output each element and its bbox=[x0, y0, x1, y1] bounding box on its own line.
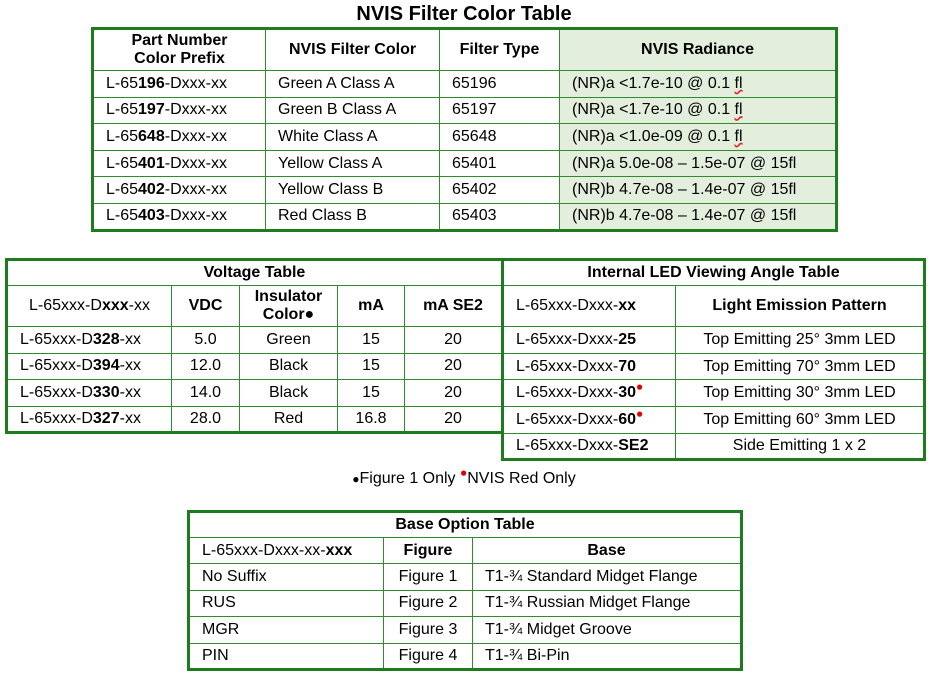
part-code: xxx bbox=[325, 541, 353, 559]
table-caption-row bbox=[7, 260, 503, 286]
radiance-cell bbox=[560, 203, 837, 230]
table-header-row bbox=[7, 286, 503, 327]
part-post: -Dxxx-xx bbox=[164, 154, 227, 172]
table-row bbox=[93, 71, 837, 98]
radiance-cell bbox=[560, 124, 837, 151]
table-row bbox=[503, 380, 925, 407]
red-dot-icon: ● bbox=[460, 465, 468, 480]
part-post: -xx bbox=[119, 409, 141, 427]
part-number-cell bbox=[7, 327, 172, 354]
part-pre: L-65xxx-Dxxx- bbox=[516, 330, 619, 348]
part-number-cell bbox=[93, 124, 266, 151]
part-post: -Dxxx-xx bbox=[164, 74, 227, 92]
footnote bbox=[0, 465, 928, 489]
header-light-emission-pattern: Light Emission Pattern bbox=[676, 286, 925, 327]
radiance-unit: fl bbox=[734, 101, 743, 119]
part-number-cell bbox=[503, 407, 676, 434]
table-row bbox=[93, 97, 837, 124]
red-dot-icon: ● bbox=[636, 379, 644, 394]
table-row bbox=[7, 353, 503, 380]
table-row bbox=[189, 564, 742, 590]
part-number-cell bbox=[93, 203, 266, 230]
table-row bbox=[7, 406, 503, 433]
table-row bbox=[93, 203, 837, 230]
figure-cell: Figure 4 bbox=[384, 643, 473, 669]
header-part-number bbox=[503, 286, 676, 327]
part-pre: L-65xxx-D bbox=[29, 297, 102, 314]
part-pre: L-65xxx-Dxxx- bbox=[516, 437, 619, 455]
part-code: xxx bbox=[101, 297, 129, 314]
part-number-cell bbox=[93, 150, 266, 177]
part-number-cell bbox=[503, 433, 676, 460]
insulator-color-cell: Black bbox=[240, 353, 338, 380]
radiance-cell bbox=[560, 150, 837, 177]
filter-type-cell: 65403 bbox=[440, 203, 560, 230]
filter-color-cell: Yellow Class B bbox=[266, 177, 440, 204]
header-ma: mA bbox=[338, 286, 405, 327]
led-table-caption: Internal LED Viewing Angle Table bbox=[503, 260, 925, 286]
part-pre: L-65xxx-D bbox=[20, 330, 93, 348]
footnote-nvis-red: NVIS Red Only bbox=[467, 470, 576, 487]
figure-cell: Figure 2 bbox=[384, 590, 473, 616]
part-code: 196 bbox=[138, 74, 165, 92]
part-code: 197 bbox=[138, 101, 165, 119]
emission-pattern-cell: Top Emitting 70° 3mm LED bbox=[676, 353, 925, 380]
filter-color-cell: Green A Class A bbox=[266, 71, 440, 98]
part-pre: L-65xxx-Dxxx- bbox=[516, 357, 619, 375]
suffix-cell: PIN bbox=[189, 643, 384, 669]
figure-cell: Figure 3 bbox=[384, 617, 473, 643]
header-insulator-line1: Insulator bbox=[254, 288, 323, 305]
table-row bbox=[503, 353, 925, 380]
part-pre: L-65xxx-Dxxx- bbox=[516, 410, 619, 428]
table-row bbox=[93, 150, 837, 177]
ma-se2-cell: 20 bbox=[405, 327, 503, 354]
ma-cell: 15 bbox=[338, 380, 405, 407]
suffix-cell: MGR bbox=[189, 617, 384, 643]
base-cell: T1-¾ Standard Midget Flange bbox=[473, 564, 742, 590]
table-row bbox=[503, 407, 925, 434]
vdc-cell: 5.0 bbox=[172, 327, 240, 354]
ma-cell: 15 bbox=[338, 353, 405, 380]
radiance-cell bbox=[560, 97, 837, 124]
red-dot-icon: ● bbox=[636, 406, 644, 421]
table-row bbox=[189, 590, 742, 616]
part-code: SE2 bbox=[618, 437, 649, 455]
suffix-cell: No Suffix bbox=[189, 564, 384, 590]
part-code: 60 bbox=[618, 410, 637, 428]
vdc-cell: 12.0 bbox=[172, 353, 240, 380]
part-number-cell bbox=[503, 327, 676, 354]
vdc-cell: 14.0 bbox=[172, 380, 240, 407]
header-insulator-color bbox=[240, 286, 338, 327]
part-post: -Dxxx-xx bbox=[164, 207, 227, 225]
table-header-row bbox=[189, 538, 742, 564]
part-pre: L-65 bbox=[106, 127, 139, 145]
part-code: 330 bbox=[92, 383, 120, 401]
figure-cell: Figure 1 bbox=[384, 564, 473, 590]
filter-type-cell: 65401 bbox=[440, 150, 560, 177]
part-pre: L-65xxx-Dxxx-xx- bbox=[202, 541, 326, 559]
voltage-table bbox=[5, 258, 504, 434]
header-part-number bbox=[93, 29, 266, 71]
part-number-cell bbox=[503, 353, 676, 380]
part-code: 403 bbox=[138, 207, 165, 225]
header-figure: Figure bbox=[384, 538, 473, 564]
ma-cell: 16.8 bbox=[338, 406, 405, 433]
header-filter-color: NVIS Filter Color bbox=[266, 29, 440, 71]
part-post: -Dxxx-xx bbox=[164, 101, 227, 119]
part-pre: L-65xxx-D bbox=[20, 383, 93, 401]
ma-se2-cell: 20 bbox=[405, 353, 503, 380]
part-pre: L-65xxx-Dxxx- bbox=[516, 297, 619, 314]
header-insulator-line2: Color● bbox=[262, 306, 315, 323]
part-number-cell bbox=[93, 71, 266, 98]
base-option-table bbox=[187, 510, 743, 671]
emission-pattern-cell: Top Emitting 30° 3mm LED bbox=[676, 380, 925, 407]
part-post: -xx bbox=[119, 357, 141, 375]
header-filter-type: Filter Type bbox=[440, 29, 560, 71]
emission-pattern-cell: Top Emitting 60° 3mm LED bbox=[676, 407, 925, 434]
table-header-row bbox=[503, 286, 925, 327]
base-table-caption: Base Option Table bbox=[189, 512, 742, 538]
filter-type-cell: 65196 bbox=[440, 71, 560, 98]
part-code: xx bbox=[618, 297, 637, 314]
suffix-cell: RUS bbox=[189, 590, 384, 616]
radiance-value: (NR)a 5.0e-08 – 1.5e-07 @ 15fl bbox=[572, 154, 797, 172]
led-viewing-angle-table bbox=[501, 258, 926, 461]
filter-color-cell: White Class A bbox=[266, 124, 440, 151]
ma-cell: 15 bbox=[338, 327, 405, 354]
filter-color-cell: Red Class B bbox=[266, 203, 440, 230]
table-row bbox=[503, 327, 925, 354]
header-ma-se2: mA SE2 bbox=[405, 286, 503, 327]
radiance-cell bbox=[560, 71, 837, 98]
filter-color-cell: Green B Class A bbox=[266, 97, 440, 124]
base-cell: T1-¾ Midget Groove bbox=[473, 617, 742, 643]
header-part-number bbox=[189, 538, 384, 564]
header-part-number-line1: Part Number bbox=[131, 32, 228, 49]
table-caption-row bbox=[189, 512, 742, 538]
header-base: Base bbox=[473, 538, 742, 564]
radiance-unit: fl bbox=[734, 127, 743, 145]
part-pre: L-65xxx-Dxxx- bbox=[516, 384, 619, 402]
header-part-number-line2: Color Prefix bbox=[134, 50, 225, 67]
part-code: 648 bbox=[138, 127, 165, 145]
table-row bbox=[7, 380, 503, 407]
table-row bbox=[503, 433, 925, 460]
part-pre: L-65 bbox=[106, 207, 139, 225]
part-number-cell bbox=[7, 406, 172, 433]
header-part-number bbox=[7, 286, 172, 327]
part-number-cell bbox=[93, 177, 266, 204]
filter-color-cell: Yellow Class A bbox=[266, 150, 440, 177]
part-post: -xx bbox=[119, 330, 141, 348]
black-dot-icon: ● bbox=[352, 472, 360, 486]
emission-pattern-cell: Top Emitting 25° 3mm LED bbox=[676, 327, 925, 354]
part-post: -xx bbox=[128, 297, 150, 314]
part-post: -xx bbox=[119, 383, 141, 401]
radiance-unit: fl bbox=[734, 74, 743, 92]
part-number-cell bbox=[7, 353, 172, 380]
radiance-cell bbox=[560, 177, 837, 204]
part-pre: L-65xxx-D bbox=[20, 357, 93, 375]
part-post: -Dxxx-xx bbox=[164, 127, 227, 145]
insulator-color-cell: Black bbox=[240, 380, 338, 407]
insulator-color-cell: Green bbox=[240, 327, 338, 354]
part-pre: L-65xxx-D bbox=[20, 409, 93, 427]
filter-type-cell: 65402 bbox=[440, 177, 560, 204]
filter-type-cell: 65197 bbox=[440, 97, 560, 124]
part-pre: L-65 bbox=[106, 181, 139, 199]
part-post: -Dxxx-xx bbox=[164, 181, 227, 199]
vdc-cell: 28.0 bbox=[172, 406, 240, 433]
part-number-cell bbox=[7, 380, 172, 407]
table-row bbox=[93, 177, 837, 204]
page-title: NVIS Filter Color Table bbox=[356, 3, 572, 25]
emission-pattern-cell: Side Emitting 1 x 2 bbox=[676, 433, 925, 460]
insulator-color-cell: Red bbox=[240, 406, 338, 433]
header-nvis-radiance: NVIS Radiance bbox=[560, 29, 837, 71]
radiance-value: (NR)b 4.7e-08 – 1.4e-07 @ 15fl bbox=[572, 181, 797, 199]
footnote-figure1: Figure 1 Only bbox=[359, 470, 460, 487]
part-code: 327 bbox=[92, 409, 120, 427]
part-code: 328 bbox=[92, 330, 120, 348]
table-row bbox=[93, 124, 837, 151]
radiance-value: (NR)a <1.7e-10 @ 0.1 bbox=[572, 74, 735, 92]
part-code: 394 bbox=[92, 357, 120, 375]
base-cell: T1-¾ Bi-Pin bbox=[473, 643, 742, 669]
table-row bbox=[189, 617, 742, 643]
radiance-value: (NR)a <1.7e-10 @ 0.1 bbox=[572, 101, 735, 119]
part-number-cell bbox=[93, 97, 266, 124]
part-code: 70 bbox=[618, 357, 637, 375]
part-pre: L-65 bbox=[106, 101, 139, 119]
part-code: 402 bbox=[138, 181, 165, 199]
part-pre: L-65 bbox=[106, 74, 139, 92]
part-code: 25 bbox=[618, 330, 637, 348]
voltage-table-caption: Voltage Table bbox=[7, 260, 503, 286]
nvis-filter-color-table bbox=[91, 27, 838, 232]
table-caption-row bbox=[503, 260, 925, 286]
table-header-row bbox=[93, 29, 837, 71]
part-code: 401 bbox=[138, 154, 165, 172]
radiance-value: (NR)b 4.7e-08 – 1.4e-07 @ 15fl bbox=[572, 207, 797, 225]
part-code: 30 bbox=[618, 384, 637, 402]
filter-type-cell: 65648 bbox=[440, 124, 560, 151]
header-vdc: VDC bbox=[172, 286, 240, 327]
part-pre: L-65 bbox=[106, 154, 139, 172]
table-row bbox=[7, 327, 503, 354]
table-row bbox=[189, 643, 742, 669]
part-number-cell bbox=[503, 380, 676, 407]
base-cell: T1-¾ Russian Midget Flange bbox=[473, 590, 742, 616]
ma-se2-cell: 20 bbox=[405, 380, 503, 407]
radiance-value: (NR)a <1.0e-09 @ 0.1 bbox=[572, 127, 735, 145]
ma-se2-cell: 20 bbox=[405, 406, 503, 433]
